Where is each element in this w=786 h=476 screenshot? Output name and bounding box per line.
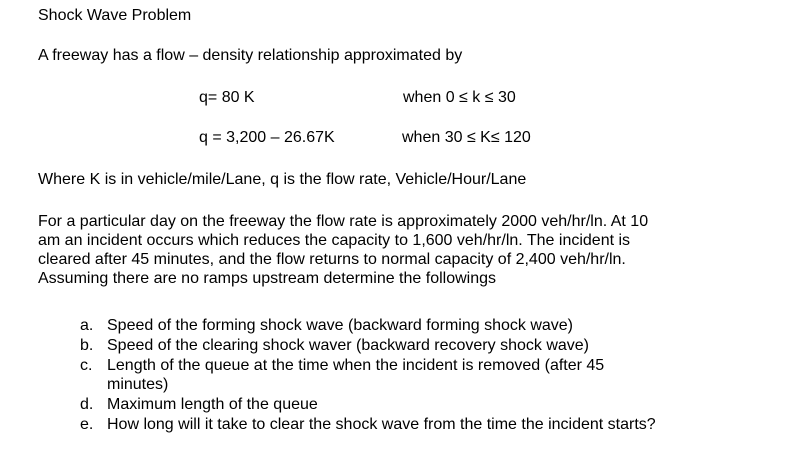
question-line: Length of the queue at the time when the incident is removed (after 45: [107, 357, 605, 374]
equation-1-expression: q= 80 K: [199, 89, 255, 106]
question-letter: c.: [80, 357, 93, 374]
question-letter: d.: [80, 396, 94, 413]
question-line: Speed of the forming shock wave (backward forming shock wave): [107, 317, 573, 334]
equation-2-condition: when 30 ≤ K≤ 120: [402, 129, 531, 146]
paragraph-line: cleared after 45 minutes, and the flow returns to normal capacity of 2,400 veh/hr/ln.: [38, 251, 626, 268]
question-letter: b.: [80, 337, 94, 354]
question-line: Maximum length of the queue: [107, 396, 318, 413]
question-line: How long will it take to clear the shock wave from the time the incident starts?: [107, 416, 656, 433]
question-line: minutes): [107, 376, 169, 393]
question-list: [80, 316, 760, 435]
question-text: [107, 395, 760, 414]
question-item-a: [80, 316, 760, 335]
equation-1-condition: when 0 ≤ k ≤ 30: [403, 89, 516, 106]
paragraph-line: am an incident occurs which reduces the capacity to 1,600 veh/hr/ln. The incident is: [38, 232, 631, 249]
equation-2-expression: q = 3,200 – 26.67K: [199, 129, 335, 146]
question-letter: e.: [80, 416, 94, 433]
question-item-b: [80, 336, 760, 355]
question-text: [107, 336, 760, 355]
question-letter: a.: [80, 317, 94, 334]
question-item-e: [80, 415, 760, 434]
question-text: [107, 316, 760, 335]
question-item-d: [80, 395, 760, 414]
question-item-c: [80, 356, 760, 394]
question-text: [107, 356, 760, 394]
paragraph-line: Assuming there are no ramps upstream determine the followings: [38, 270, 496, 287]
problem-paragraph: [38, 212, 738, 288]
question-line: Speed of the clearing shock waver (backward recovery shock wave): [107, 337, 589, 354]
variable-definition-line: Where K is in vehicle/mile/Lane, q is the flow rate, Vehicle/Hour/Lane: [38, 171, 527, 188]
document-title: Shock Wave Problem: [38, 7, 192, 24]
question-text: [107, 415, 760, 434]
paragraph-line: For a particular day on the freeway the flow rate is approximately 2000 veh/hr/ln. At 10: [38, 213, 649, 230]
intro-line: A freeway has a flow – density relationship approximated by: [38, 47, 463, 64]
